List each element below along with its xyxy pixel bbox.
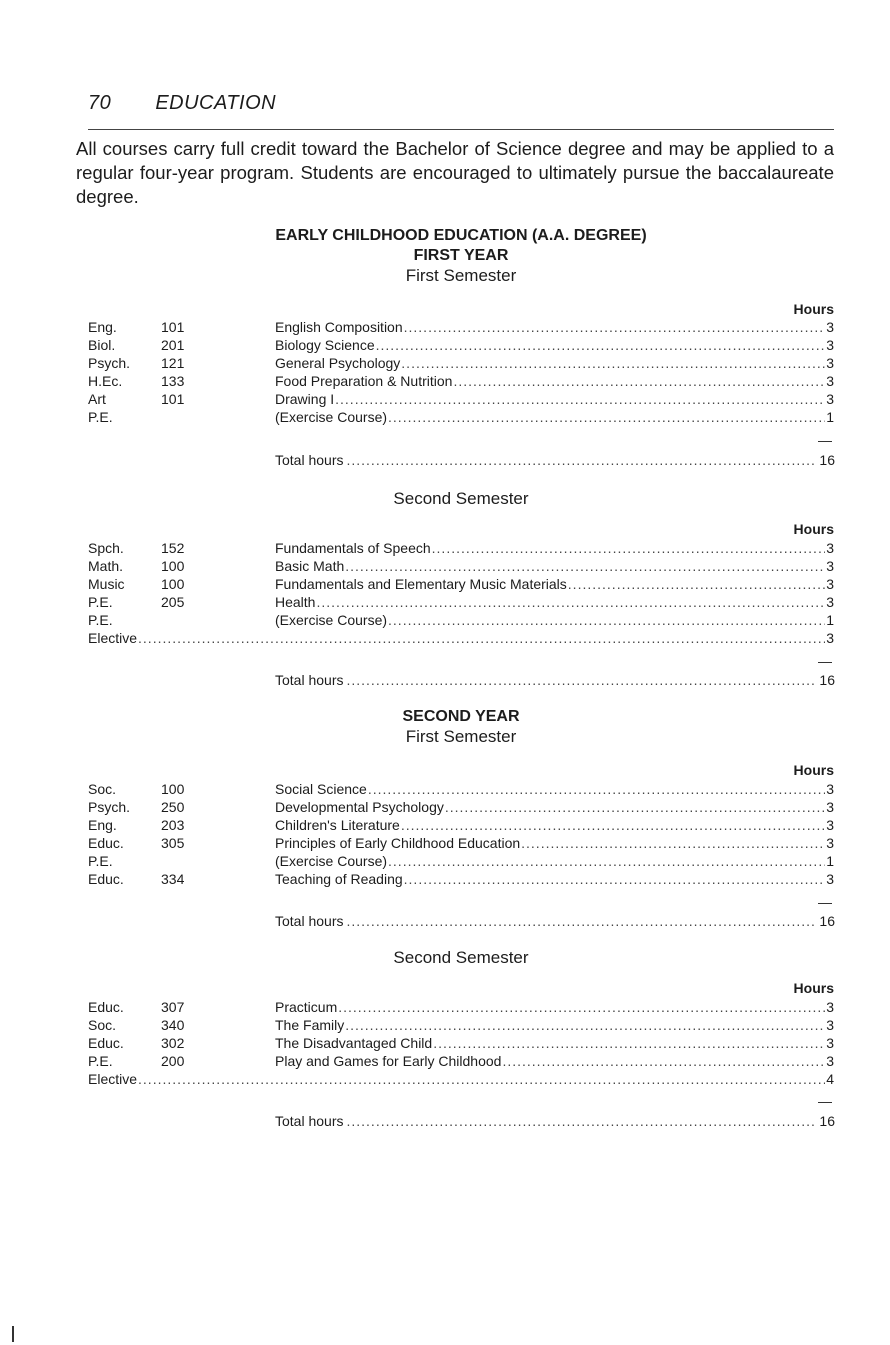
course-number: 201 — [161, 337, 185, 353]
course-hours: 3 — [826, 540, 834, 556]
elective-label: Elective — [88, 630, 138, 646]
course-hours: 3 — [826, 1035, 834, 1051]
course-row — [88, 575, 834, 593]
course-row — [88, 998, 834, 1016]
course-hours: 3 — [826, 355, 834, 371]
course-dept: P.E. — [88, 1053, 113, 1069]
course-hours: 3 — [826, 781, 834, 797]
course-title: Basic Math — [275, 558, 345, 574]
course-title: Practicum — [275, 999, 338, 1015]
course-hours: 3 — [826, 337, 834, 353]
sum-rule — [818, 903, 832, 904]
semester-title: First Semester — [405, 727, 517, 746]
course-dept: Eng. — [88, 319, 117, 335]
running-head — [88, 92, 276, 115]
course-dept: Math. — [88, 558, 124, 574]
course-hours: 3 — [826, 373, 834, 389]
course-dept: Educ. — [88, 1035, 124, 1051]
elective-hours: 4 — [826, 1071, 834, 1087]
course-number: 250 — [161, 799, 185, 815]
total-row — [275, 912, 835, 930]
course-number: 152 — [161, 540, 185, 556]
course-number: 334 — [161, 871, 185, 887]
total-hours: 16 — [819, 1113, 835, 1129]
course-title: The Disadvantaged Child — [275, 1035, 433, 1051]
course-title: (Exercise Course) — [275, 853, 388, 869]
total-hours: 16 — [819, 452, 835, 468]
course-dept: P.E. — [88, 853, 113, 869]
course-number: 101 — [161, 319, 185, 335]
elective-label: Elective — [88, 1071, 138, 1087]
course-title: Play and Games for Early Childhood — [275, 1053, 502, 1069]
course-dept: Psych. — [88, 355, 131, 371]
course-number: 101 — [161, 391, 185, 407]
course-hours: 3 — [826, 594, 834, 610]
course-row — [88, 354, 834, 372]
course-row — [88, 816, 834, 834]
course-row — [88, 390, 834, 408]
course-dept: Educ. — [88, 999, 124, 1015]
course-title: English Composition — [275, 319, 403, 335]
course-dept: Educ. — [88, 871, 124, 887]
course-number: 200 — [161, 1053, 185, 1069]
semester-title: Second Semester — [393, 948, 529, 967]
course-dept: P.E. — [88, 594, 113, 610]
header-rule — [88, 129, 834, 130]
course-hours: 1 — [826, 409, 834, 425]
course-row — [88, 1052, 834, 1070]
elective-row — [88, 629, 834, 647]
course-title: Social Science — [275, 781, 367, 797]
elective-row — [88, 1070, 834, 1088]
course-number: 203 — [161, 817, 185, 833]
course-hours: 3 — [826, 799, 834, 815]
course-number: 100 — [161, 576, 185, 592]
course-list — [88, 998, 834, 1088]
course-hours: 3 — [826, 558, 834, 574]
course-dept: P.E. — [88, 612, 113, 628]
course-hours: 1 — [826, 853, 834, 869]
course-row — [88, 408, 834, 426]
course-title: Teaching of Reading — [275, 871, 403, 887]
course-row — [88, 870, 834, 888]
course-title: Health — [275, 594, 316, 610]
course-list — [88, 539, 834, 647]
course-number: 205 — [161, 594, 185, 610]
course-number: 302 — [161, 1035, 185, 1051]
course-dept: Spch. — [88, 540, 124, 556]
course-row — [88, 318, 834, 336]
course-title: Food Preparation & Nutrition — [275, 373, 453, 389]
course-title: (Exercise Course) — [275, 409, 388, 425]
sum-rule — [818, 1102, 832, 1103]
hours-header: Hours — [793, 301, 834, 317]
course-hours: 3 — [826, 817, 834, 833]
course-number: 100 — [161, 781, 185, 797]
course-title: Children's Literature — [275, 817, 400, 833]
course-row — [88, 593, 834, 611]
course-title: Developmental Psychology — [275, 799, 444, 815]
course-row — [88, 1034, 834, 1052]
semester-title: First Semester — [405, 266, 517, 285]
course-title: Principles of Early Childhood Education — [275, 835, 521, 851]
total-row — [275, 671, 835, 689]
course-row — [88, 336, 834, 354]
course-dept: Psych. — [88, 799, 131, 815]
page-number: 70 — [88, 92, 112, 114]
course-dept: Soc. — [88, 1017, 117, 1033]
course-dept: Biol. — [88, 337, 116, 353]
year-title: FIRST YEAR — [413, 247, 509, 264]
course-number: 121 — [161, 355, 185, 371]
course-hours: 3 — [826, 576, 834, 592]
course-row — [88, 539, 834, 557]
course-hours: 3 — [826, 871, 834, 887]
total-row — [275, 1112, 835, 1130]
course-dept: H.Ec. — [88, 373, 123, 389]
hours-header: Hours — [793, 980, 834, 996]
total-row — [275, 451, 835, 469]
sum-rule — [818, 662, 832, 663]
elective-hours: 3 — [826, 630, 834, 646]
semester-title: Second Semester — [393, 489, 529, 508]
course-title: Drawing I — [275, 391, 335, 407]
course-row — [88, 834, 834, 852]
section-title: EDUCATION — [155, 92, 277, 114]
intro-paragraph: All courses carry full credit toward the Bachelor of Science degree and may be applied to a regular four-year program. Students are encouraged to ultimately pursue the baccalaureate degree. — [76, 138, 834, 207]
course-title: The Family — [275, 1017, 345, 1033]
course-hours: 3 — [826, 835, 834, 851]
course-title: Fundamentals and Elementary Music Materials — [275, 576, 567, 592]
course-dept: Music — [88, 576, 125, 592]
course-row — [88, 798, 834, 816]
year-title: SECOND YEAR — [402, 708, 520, 725]
course-row — [88, 852, 834, 870]
scan-mark — [12, 1326, 14, 1342]
total-label: Total hours — [275, 913, 344, 929]
course-row — [88, 780, 834, 798]
course-hours: 3 — [826, 999, 834, 1015]
course-title: General Psychology — [275, 355, 401, 371]
course-row — [88, 557, 834, 575]
course-row — [88, 611, 834, 629]
course-hours: 3 — [826, 1017, 834, 1033]
course-title: Biology Science — [275, 337, 375, 353]
course-number: 305 — [161, 835, 185, 851]
total-hours: 16 — [819, 913, 835, 929]
course-hours: 3 — [826, 1053, 834, 1069]
course-number: 133 — [161, 373, 185, 389]
course-title: Fundamentals of Speech — [275, 540, 431, 556]
course-hours: 1 — [826, 612, 834, 628]
course-list — [88, 318, 834, 426]
course-number: 340 — [161, 1017, 185, 1033]
course-hours: 3 — [826, 391, 834, 407]
hours-header: Hours — [793, 521, 834, 537]
course-number: 307 — [161, 999, 185, 1015]
program-title: EARLY CHILDHOOD EDUCATION (A.A. DEGREE) — [275, 227, 647, 244]
course-title: (Exercise Course) — [275, 612, 388, 628]
total-label: Total hours — [275, 672, 344, 688]
course-dept: Art — [88, 391, 106, 407]
total-label: Total hours — [275, 1113, 344, 1129]
course-row — [88, 1016, 834, 1034]
course-dept: Eng. — [88, 817, 117, 833]
course-hours: 3 — [826, 319, 834, 335]
hours-header: Hours — [793, 762, 834, 778]
total-hours: 16 — [819, 672, 835, 688]
course-dept: P.E. — [88, 409, 113, 425]
course-row — [88, 372, 834, 390]
total-label: Total hours — [275, 452, 344, 468]
course-list — [88, 780, 834, 888]
course-dept: Educ. — [88, 835, 124, 851]
sum-rule — [818, 441, 832, 442]
course-dept: Soc. — [88, 781, 117, 797]
course-number: 100 — [161, 558, 185, 574]
